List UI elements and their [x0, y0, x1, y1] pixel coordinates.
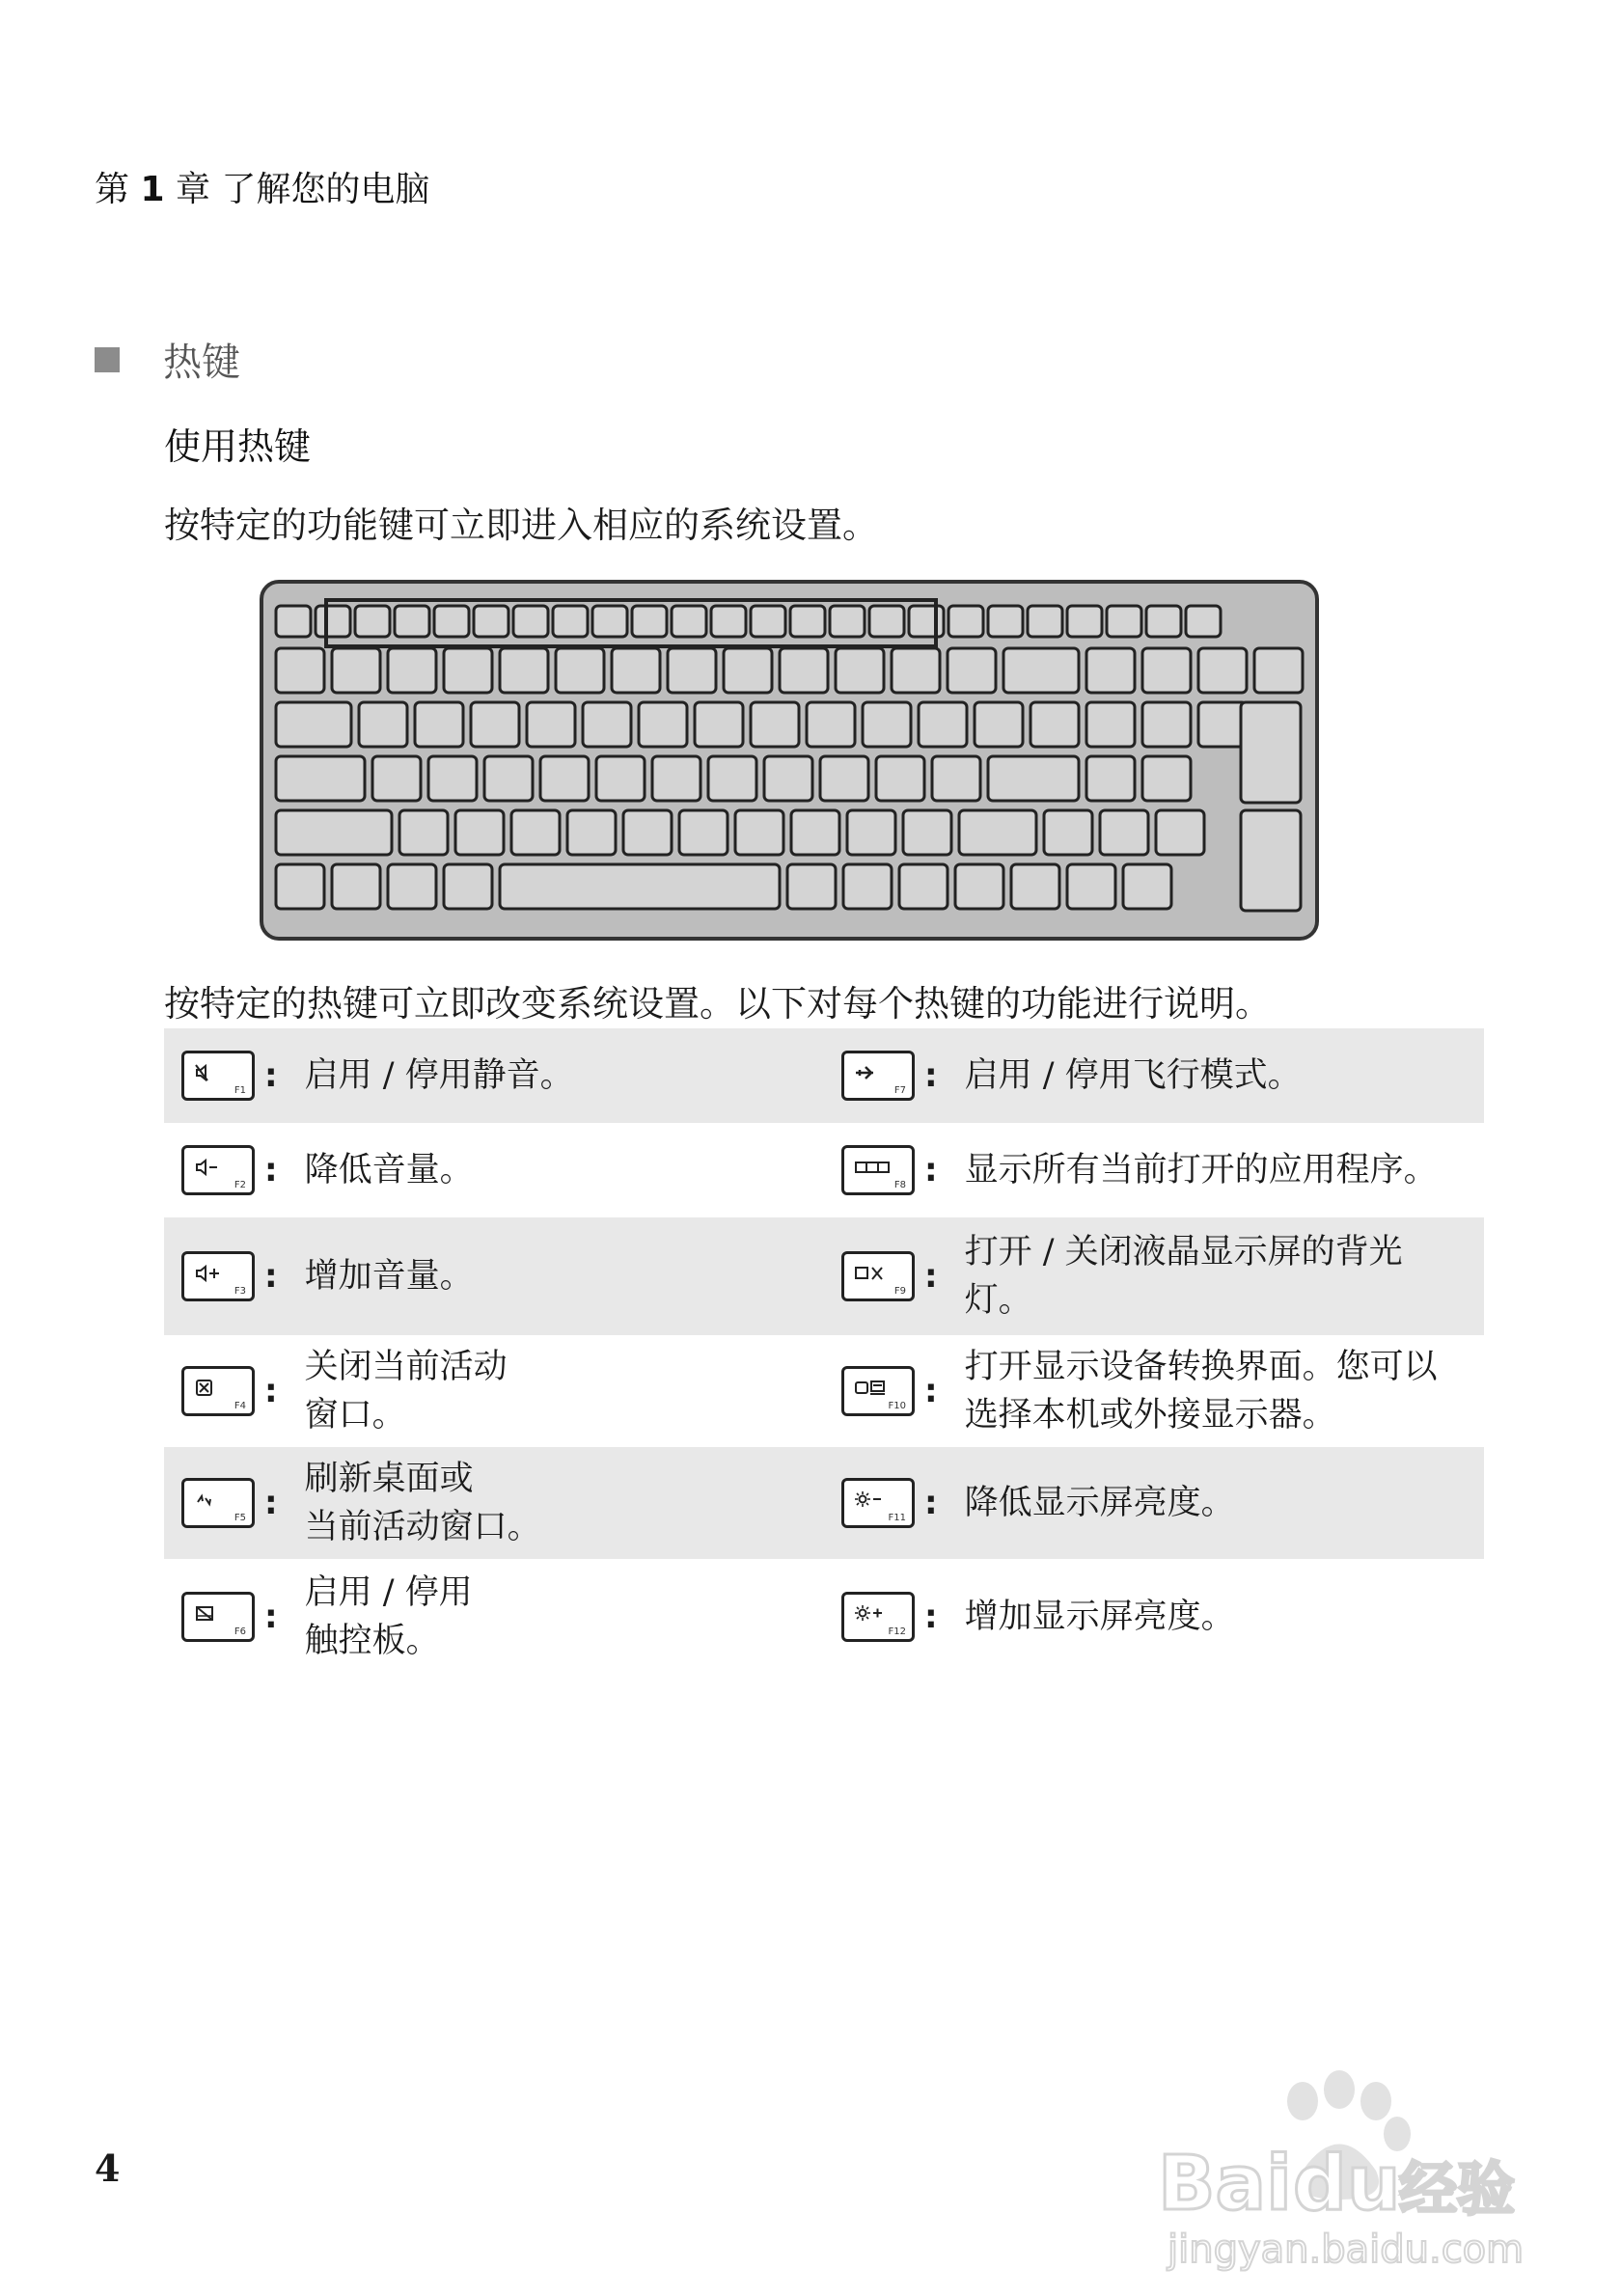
intro-text: 按特定的功能键可立即进入相应的系统设置。 [164, 505, 878, 546]
keyboard-key [863, 702, 911, 747]
top-row-key [988, 606, 1023, 637]
keyboard-key [1067, 864, 1115, 909]
keyboard-illustration [259, 579, 1324, 949]
keyboard-key [455, 810, 504, 855]
keyboard-key [780, 648, 828, 693]
keyboard-key [540, 756, 589, 801]
function-key [474, 606, 508, 637]
shift-key [276, 810, 392, 855]
keyboard-key [843, 864, 892, 909]
hotkey-f8: F8 : 显示所有当前打开的应用程序。 [824, 1145, 1484, 1195]
spacebar-key [500, 864, 780, 909]
keyboard-key [332, 864, 380, 909]
chapter-number: 1 [140, 170, 165, 209]
keyboard-key [471, 702, 519, 747]
keyboard-key [764, 756, 812, 801]
function-key [513, 606, 548, 637]
watermark-brand2: du [1293, 2141, 1401, 2228]
keyboard-key [903, 810, 951, 855]
hotkey-desc: 关闭当前活动 窗口。 [304, 1348, 508, 1435]
keyboard-key [1086, 648, 1135, 693]
top-row-key [948, 606, 983, 637]
keyboard-key [372, 756, 421, 801]
keyboard-key [527, 702, 575, 747]
function-key [434, 606, 469, 637]
keyboard-key [975, 702, 1023, 747]
keyboard-key [652, 756, 701, 801]
function-key [592, 606, 627, 637]
top-row-key [1107, 606, 1141, 637]
keyboard-key [332, 648, 380, 693]
keyboard-key [708, 756, 756, 801]
backspace-key [1003, 648, 1079, 693]
keyboard-key [567, 810, 616, 855]
keyboard-key [1254, 648, 1303, 693]
keyboard-key [1086, 702, 1135, 747]
display-switch-key-icon: F10 [841, 1366, 915, 1416]
keyboard-key [1198, 648, 1247, 693]
hotkey-desc: 增加显示屏亮度。 [964, 1598, 1235, 1636]
hotkey-row [164, 1447, 1484, 1559]
top-row-key [830, 606, 865, 637]
keyboard-key [899, 864, 948, 909]
keyboard-key [1156, 810, 1204, 855]
refresh-key-icon: F5 [181, 1478, 255, 1528]
hotkey-row [164, 1335, 1484, 1447]
backlight-key-icon: F9 [841, 1251, 915, 1301]
hotkey-f10: F10 : 打开显示设备转换界面。您可以 选择本机或外接显示器。 [824, 1343, 1484, 1439]
section-heading [95, 332, 240, 387]
watermark-brand: Bai [1158, 2141, 1292, 2228]
keyboard-key [556, 648, 604, 693]
hotkey-row [164, 1028, 1484, 1123]
keyboard-key [724, 648, 772, 693]
keyboard-key [511, 810, 560, 855]
brightness-up-key-icon: F12 [841, 1592, 915, 1642]
keyboard-key [276, 648, 324, 693]
function-key [553, 606, 588, 637]
touchpad-key-icon: F6 [181, 1592, 255, 1642]
hotkey-f2: F2 : 降低音量。 [164, 1145, 824, 1195]
hotkey-desc: 降低音量。 [304, 1151, 474, 1189]
keyboard-key [276, 864, 324, 909]
keyboard-key [596, 756, 645, 801]
chapter-prefix: 第 [95, 170, 130, 209]
keyboard-key [847, 810, 895, 855]
hotkey-desc: 打开 / 关闭液晶显示屏的背光 灯。 [964, 1233, 1403, 1320]
keyboard-key [948, 648, 996, 693]
keyboard-key [668, 648, 716, 693]
watermark-suffix: 经验 [1399, 2156, 1515, 2224]
hotkey-f5: F5 : 刷新桌面或 当前活动窗口。 [164, 1455, 824, 1551]
keyboard-key [500, 648, 548, 693]
keyboard-key [639, 702, 687, 747]
keyboard-key [695, 702, 743, 747]
top-row-key [869, 606, 904, 637]
keyboard-key [892, 648, 940, 693]
airplane-key-icon: F7 [841, 1051, 915, 1101]
keyboard-key [1142, 702, 1191, 747]
keyboard-key [1044, 810, 1092, 855]
section-title: 热键 [163, 341, 240, 385]
task-view-key-icon: F8 [841, 1145, 915, 1195]
keyboard-key [1142, 756, 1191, 801]
keyboard-key [807, 702, 855, 747]
intro-text-2: 按特定的热键可立即改变系统设置。以下对每个热键的功能进行说明。 [164, 983, 1271, 1025]
hotkey-f6: F6 : 启用 / 停用 触控板。 [164, 1569, 824, 1665]
keyboard-key [428, 756, 477, 801]
hotkey-f12: F12 : 增加显示屏亮度。 [824, 1592, 1484, 1642]
function-key [672, 606, 706, 637]
hotkey-table [164, 1028, 1484, 1675]
keyboard-key [444, 864, 492, 909]
watermark-url: jingyan.baidu.com [1168, 2228, 1525, 2272]
numpad-plus-key [1241, 702, 1301, 803]
top-row-key [1146, 606, 1181, 637]
keyboard-key [583, 702, 631, 747]
hotkey-desc: 刷新桌面或 当前活动窗口。 [304, 1460, 541, 1546]
keyboard-key [1123, 864, 1171, 909]
top-row-key [790, 606, 825, 637]
volume-down-key-icon: F2 [181, 1145, 255, 1195]
keyboard-key [791, 810, 839, 855]
chapter-header [95, 162, 429, 211]
keyboard-key [399, 810, 448, 855]
keyboard-key [1100, 810, 1148, 855]
hotkey-desc: 启用 / 停用飞行模式。 [964, 1056, 1302, 1095]
keyboard-key [623, 810, 672, 855]
keyboard-key [1086, 756, 1135, 801]
top-row-key [909, 606, 944, 637]
keyboard-key [679, 810, 728, 855]
function-key [711, 606, 746, 637]
keyboard-key [484, 756, 533, 801]
keyboard-key [836, 648, 884, 693]
close-window-key-icon: F4 [181, 1366, 255, 1416]
keyboard-key [735, 810, 783, 855]
page-number: 4 [95, 2146, 121, 2190]
baidu-watermark [1158, 2064, 1563, 2281]
keyboard-key [787, 864, 836, 909]
keyboard-key [359, 702, 407, 747]
hotkey-desc: 打开显示设备转换界面。您可以 选择本机或外接显示器。 [964, 1348, 1438, 1435]
keyboard-key [820, 756, 868, 801]
keyboard-key [932, 756, 980, 801]
keyboard-key [1142, 648, 1191, 693]
hotkey-f11: F11 : 降低显示屏亮度。 [824, 1478, 1484, 1528]
hotkey-desc: 显示所有当前打开的应用程序。 [964, 1151, 1438, 1189]
function-key [276, 606, 311, 637]
hotkey-desc: 启用 / 停用静音。 [304, 1056, 574, 1095]
keyboard-key [415, 702, 463, 747]
keyboard-key [612, 648, 660, 693]
subsection-title: 使用热键 [164, 425, 312, 468]
top-row-key [1186, 606, 1221, 637]
numpad-enter-key [1241, 810, 1301, 911]
brightness-down-key-icon: F11 [841, 1478, 915, 1528]
section-bullet-icon [95, 347, 120, 372]
hotkey-row [164, 1123, 1484, 1217]
caps-lock-key [276, 756, 365, 801]
function-key [395, 606, 429, 637]
top-row-key [1067, 606, 1102, 637]
right-shift-key [959, 810, 1036, 855]
hotkey-row [164, 1559, 1484, 1675]
hotkey-f1: F1 : 启用 / 停用静音。 [164, 1051, 824, 1101]
top-row-key [1028, 606, 1062, 637]
hotkey-desc: 启用 / 停用 触控板。 [304, 1573, 473, 1660]
keyboard-key [388, 864, 436, 909]
keyboard-key [1011, 864, 1059, 909]
keyboard-key [955, 864, 1003, 909]
keyboard-key [919, 702, 967, 747]
hotkey-f9: F9 : 打开 / 关闭液晶显示屏的背光 灯。 [824, 1228, 1484, 1325]
keyboard-key [388, 648, 436, 693]
enter-key [988, 756, 1079, 801]
keyboard-key [1030, 702, 1079, 747]
keyboard-key [876, 756, 924, 801]
volume-up-key-icon: F3 [181, 1251, 255, 1301]
hotkey-f7: F7 : 启用 / 停用飞行模式。 [824, 1051, 1484, 1101]
function-key [316, 606, 350, 637]
function-key [632, 606, 667, 637]
hotkey-f4: F4 : 关闭当前活动 窗口。 [164, 1343, 824, 1439]
hotkey-row [164, 1217, 1484, 1335]
hotkey-desc: 降低显示屏亮度。 [964, 1484, 1235, 1522]
mute-key-icon: F1 [181, 1051, 255, 1101]
tab-key [276, 702, 351, 747]
chapter-title: 章 了解您的电脑 [175, 170, 430, 209]
top-row-key [751, 606, 785, 637]
hotkey-f3: F3 : 增加音量。 [164, 1251, 824, 1301]
keyboard-key [751, 702, 799, 747]
keyboard-key [444, 648, 492, 693]
hotkey-desc: 增加音量。 [304, 1257, 474, 1296]
function-key [355, 606, 390, 637]
